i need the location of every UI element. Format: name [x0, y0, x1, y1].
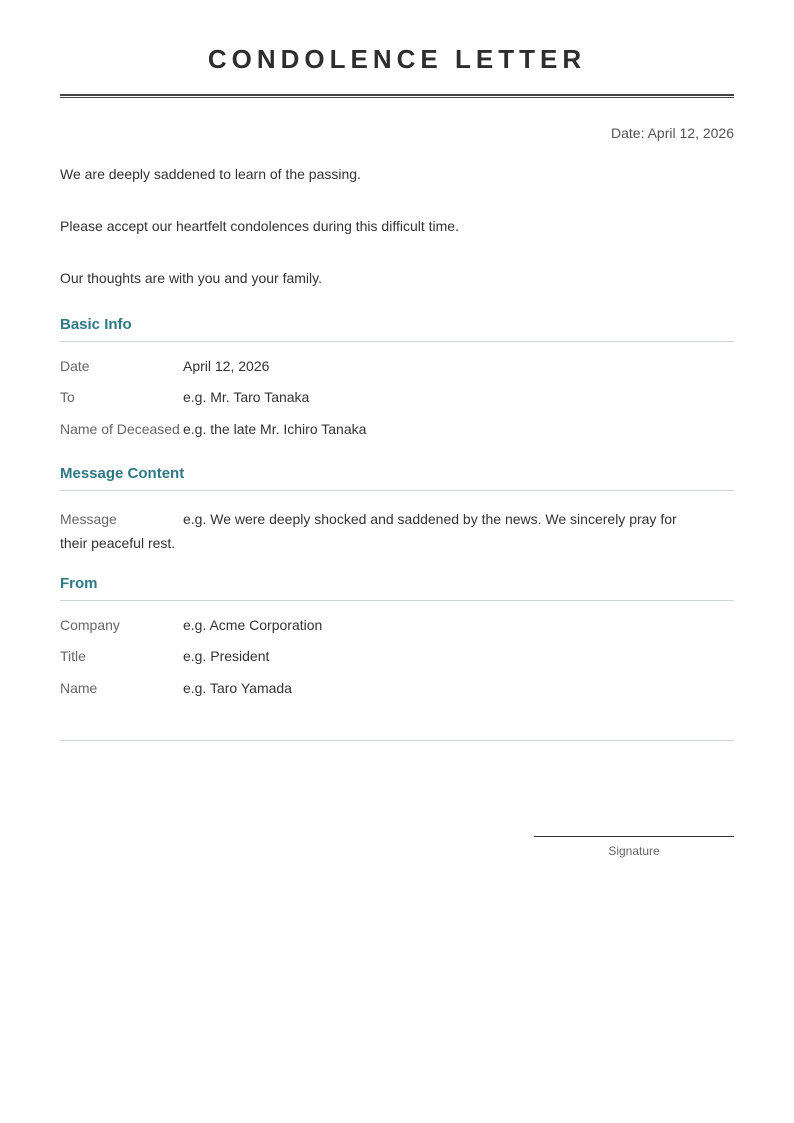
- field-value-deceased: e.g. the late Mr. Ichiro Tanaka: [183, 421, 367, 437]
- field-value-title: e.g. President: [183, 648, 270, 664]
- condolence-paragraph: Please accept our heartfelt condolences during this difficult time.: [60, 218, 459, 234]
- section-heading-message-content: Message Content: [60, 465, 185, 482]
- field-value-to: e.g. Mr. Taro Tanaka: [183, 389, 310, 405]
- field-value-name: e.g. Taro Yamada: [183, 680, 292, 696]
- message-field: [60, 507, 690, 555]
- field-label-to: To: [60, 389, 75, 405]
- field-label-company: Company: [60, 617, 120, 633]
- title-divider: [60, 94, 734, 96]
- section-divider: [60, 341, 734, 342]
- field-value-date: April 12, 2026: [183, 358, 270, 374]
- document-title: CONDOLENCE LETTER: [207, 44, 587, 74]
- section-heading-basic-info: Basic Info: [60, 316, 132, 333]
- signature-label: Signature: [608, 844, 660, 858]
- field-label-date: Date: [60, 358, 90, 374]
- footer-divider: [60, 740, 734, 741]
- section-divider: [60, 490, 734, 491]
- field-label-message: Message: [60, 511, 117, 527]
- field-label-name: Name: [60, 680, 98, 696]
- title-divider-thin: [60, 97, 734, 98]
- field-value-company: e.g. Acme Corporation: [183, 617, 323, 633]
- intro-paragraph: We are deeply saddened to learn of the passing.: [60, 166, 361, 182]
- closing-paragraph: Our thoughts are with you and your family.: [60, 270, 322, 286]
- field-label-deceased: Name of Deceased: [60, 421, 180, 437]
- section-divider: [60, 600, 734, 601]
- field-value-message: e.g. We were deeply shocked and saddened by the news. We sincerely pray for their peaceful rest.: [60, 511, 677, 551]
- signature-line: [534, 836, 734, 837]
- letter-date: Date: April 12, 2026: [611, 125, 734, 141]
- section-heading-from: From: [60, 575, 98, 592]
- field-label-title: Title: [60, 648, 86, 664]
